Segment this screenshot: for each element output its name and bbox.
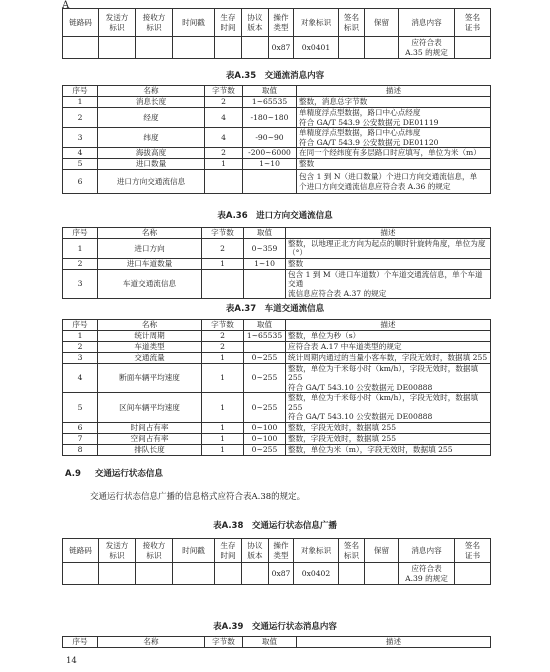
table-cell: 0~255 (244, 353, 286, 364)
column-header: 协议 版本 (242, 9, 269, 37)
table-row (63, 364, 491, 393)
column-header: 接收方 标识 (136, 539, 173, 563)
table-cell: 7 (63, 433, 98, 444)
table-cell: 0~255 (244, 444, 286, 455)
table-cell: 3 (63, 353, 98, 364)
table-caption-a35: 表A.35 交通流消息内容 (225, 71, 325, 81)
column-header: 对象标识 (294, 539, 339, 563)
column-header: 保留 (365, 539, 399, 563)
table-row (63, 159, 491, 170)
header-row (63, 320, 491, 331)
column-header: 生存 时间 (215, 539, 242, 563)
table-row (63, 433, 491, 444)
table-cell: 1 (202, 258, 244, 269)
table-cell: 排队长度 (98, 444, 202, 455)
table-row (63, 342, 491, 353)
table-cell: 进口方向 (98, 239, 202, 259)
column-header: 时间戳 (173, 9, 215, 37)
table-cell (243, 170, 297, 194)
table-cell: 包含 1 到 N（进口数量）个进口方向交通流信息，单 个进口方向交通流信息应符合表 A.36 的规定 (297, 170, 491, 194)
column-header: 发送方 标识 (99, 9, 136, 37)
column-header: 时间戳 (173, 539, 215, 563)
table-caption-a36: 表A.36 进口方向交通流信息 (217, 211, 333, 221)
body-paragraph: 交通运行状态信息广播的信息格式应符合表A.38的规定。 (90, 492, 306, 502)
column-header: 保留 (365, 9, 399, 37)
table-cell: 纬度 (98, 128, 205, 148)
object-id-cell: 0x0401 (294, 37, 339, 59)
annex-letter: A (62, 0, 70, 11)
content-cell: 应符合表 A.39 的规定 (399, 563, 455, 585)
table-cell: 整数 (286, 258, 491, 269)
column-header: 接收方 标识 (136, 9, 173, 37)
table-caption-a39: 表A.39 交通运行状态消息内容 (213, 622, 337, 632)
table-cell: 3 (63, 128, 98, 148)
table-cell: 整数，单位为千米每小时（km/h），字段无效时，数据填 255 符合 GA/T 543.10 公安数据元 DE00888 (286, 364, 491, 393)
header-row (63, 228, 491, 239)
header-row (63, 637, 491, 648)
table-cell: 1 (63, 97, 98, 108)
column-header: 生存 时间 (215, 9, 242, 37)
table-cell: 1 (63, 331, 98, 342)
table-cell: 4 (205, 128, 243, 148)
column-header: 字节数 (205, 637, 243, 648)
table-cell: 2 (202, 239, 244, 259)
table-caption-a37: 表A.37 车道交通流信息 (225, 304, 325, 314)
table-cell: 进口数量 (98, 159, 205, 170)
table-row (63, 353, 491, 364)
table-cell: 整数，单位为米（m），字段无效时，数据填 255 (286, 444, 491, 455)
table-cell: 1~65535 (243, 97, 297, 108)
column-header: 签名 证书 (455, 9, 491, 37)
column-header: 链路码 (63, 9, 99, 37)
table-row (63, 563, 491, 585)
table-cell: 进口方向交通流信息 (98, 170, 205, 194)
table-cell: 5 (63, 159, 98, 170)
table-row (63, 239, 491, 259)
table-cell: 0~255 (244, 364, 286, 393)
table-cell: 2 (202, 331, 244, 342)
column-header: 描述 (286, 320, 491, 331)
table-cell (202, 269, 244, 298)
table-cell: 整数，字段无效时，数据填 255 (286, 422, 491, 433)
table-cell: 消息长度 (98, 97, 205, 108)
column-header: 签名 证书 (455, 539, 491, 563)
header-row (63, 9, 491, 37)
column-header: 操作 类型 (269, 539, 294, 563)
table-cell: 1 (63, 239, 98, 259)
table-cell: 1 (202, 393, 244, 422)
column-header: 字节数 (202, 320, 244, 331)
column-header: 序号 (63, 86, 98, 97)
table-row (63, 97, 491, 108)
table-cell: 2 (63, 108, 98, 128)
table-row (63, 444, 491, 455)
table-cell: 8 (63, 444, 98, 455)
column-header: 发送方 标识 (99, 539, 136, 563)
table-a37 (62, 319, 491, 456)
table-cell: 整数，消息总字节数 (297, 97, 491, 108)
column-header: 描述 (297, 86, 491, 97)
column-header: 名称 (98, 637, 205, 648)
column-header: 取值 (244, 320, 286, 331)
table-cell: 2 (202, 342, 244, 353)
table-row (63, 331, 491, 342)
table-cell: 4 (63, 364, 98, 393)
table-cell: 经度 (98, 108, 205, 128)
table-cell: 1 (202, 433, 244, 444)
table-cell: 0~100 (244, 433, 286, 444)
table-cell: 3 (63, 269, 98, 298)
table-cell: 2 (63, 342, 98, 353)
page-number: 14 (66, 656, 77, 666)
column-header: 描述 (286, 228, 491, 239)
column-header: 对象标识 (294, 9, 339, 37)
column-header: 序号 (63, 637, 98, 648)
header-row (63, 539, 491, 563)
table-cell: 1~65535 (244, 331, 286, 342)
table-cell: 0~359 (244, 239, 286, 259)
message-format-table-a34 (62, 8, 491, 59)
table-cell: 1 (202, 422, 244, 433)
object-id-cell: 0x0402 (294, 563, 339, 585)
table-cell: 区间车辆平均速度 (98, 393, 202, 422)
table-cell: 进口车道数量 (98, 258, 202, 269)
table-cell: 统计周期 (98, 331, 202, 342)
table-cell (205, 170, 243, 194)
table-row (63, 170, 491, 194)
table-cell: 整数，字段无效时，数据填 255 (286, 433, 491, 444)
op-type-cell: 0x87 (269, 563, 294, 585)
column-header: 名称 (98, 320, 202, 331)
table-cell: 整数 (297, 159, 491, 170)
table-cell: 0~255 (244, 393, 286, 422)
table-cell: 车道交通流信息 (98, 269, 202, 298)
column-header: 协议 版本 (242, 539, 269, 563)
table-a35 (62, 85, 491, 194)
table-cell: 6 (63, 170, 98, 194)
column-header: 字节数 (202, 228, 244, 239)
table-cell: 5 (63, 393, 98, 422)
table-a36 (62, 227, 491, 299)
message-format-table-a38 (62, 538, 491, 585)
section-heading (65, 467, 163, 479)
table-cell: 整数，以地理正北方向为起点的顺时针旋转角度，单位为度（°） (286, 239, 491, 259)
table-cell: 1~10 (244, 258, 286, 269)
column-header: 链路码 (63, 539, 99, 563)
table-cell: 包含 1 到 M（进口车道数）个车道交通流信息，单个车道交通 流信息应符合表 A.37 的规定 (286, 269, 491, 298)
table-cell: 4 (63, 148, 98, 159)
column-header: 签名 标识 (339, 539, 365, 563)
table-row (63, 37, 491, 59)
column-header: 取值 (244, 228, 286, 239)
op-type-cell: 0x87 (269, 37, 294, 59)
table-cell: 2 (205, 148, 243, 159)
column-header: 序号 (63, 228, 98, 239)
table-cell (244, 342, 286, 353)
table-cell: 1 (202, 444, 244, 455)
table-cell: 1 (202, 364, 244, 393)
table-cell (244, 269, 286, 298)
table-row (63, 393, 491, 422)
table-cell: 断面车辆平均速度 (98, 364, 202, 393)
column-header: 序号 (63, 320, 98, 331)
table-cell: -180~180 (243, 108, 297, 128)
content-cell: 应符合表 A.35 的规定 (399, 37, 455, 59)
table-cell: 车道类型 (98, 342, 202, 353)
table-cell: -90~90 (243, 128, 297, 148)
table-cell: 时间占有率 (98, 422, 202, 433)
table-a39 (62, 636, 491, 648)
table-row (63, 258, 491, 269)
table-row (63, 128, 491, 148)
table-row (63, 148, 491, 159)
column-header: 取值 (243, 86, 297, 97)
table-cell: 统计周期内通过的当量小客车数，字段无效时，数据填 255 (286, 353, 491, 364)
column-header: 描述 (297, 637, 491, 648)
table-row (63, 269, 491, 298)
column-header: 消息内容 (399, 9, 455, 37)
table-row (63, 108, 491, 128)
table-cell: 整数，单位为秒（s） (286, 331, 491, 342)
table-cell: 0~100 (244, 422, 286, 433)
column-header: 消息内容 (399, 539, 455, 563)
table-cell: 1 (205, 159, 243, 170)
table-cell: 1 (202, 353, 244, 364)
table-cell: 交通流量 (98, 353, 202, 364)
section-number: A.9 (65, 469, 81, 479)
section-title: 交通运行状态信息 (94, 469, 163, 479)
table-cell: 空间占有率 (98, 433, 202, 444)
header-row (63, 86, 491, 97)
column-header: 名称 (98, 228, 202, 239)
table-cell: 在同一个经纬度有多层路口时应填写，单位为米（m） (297, 148, 491, 159)
table-cell: 应符合表 A.17 中车道类型的规定 (286, 342, 491, 353)
column-header: 取值 (243, 637, 297, 648)
column-header: 签名 标识 (339, 9, 365, 37)
table-cell: -200~6000 (243, 148, 297, 159)
table-cell: 2 (63, 258, 98, 269)
table-cell: 4 (205, 108, 243, 128)
table-cell: 整数，单位为千米每小时（km/h），字段无效时，数据填 255 符合 GA/T 543.10 公安数据元 DE00888 (286, 393, 491, 422)
column-header: 字节数 (205, 86, 243, 97)
column-header: 操作 类型 (269, 9, 294, 37)
table-cell: 2 (205, 97, 243, 108)
table-cell: 单精度浮点型数据，路口中心点经度 符合 GA/T 543.9 公安数据元 DE01119 (297, 108, 491, 128)
table-row (63, 422, 491, 433)
table-caption-a38: 表A.38 交通运行状态信息广播 (213, 521, 337, 531)
column-header: 名称 (98, 86, 205, 97)
table-cell: 6 (63, 422, 98, 433)
table-cell: 海拔高度 (98, 148, 205, 159)
table-cell: 1~10 (243, 159, 297, 170)
table-cell: 单精度浮点型数据，路口中心点纬度 符合 GA/T 543.9 公安数据元 DE01120 (297, 128, 491, 148)
